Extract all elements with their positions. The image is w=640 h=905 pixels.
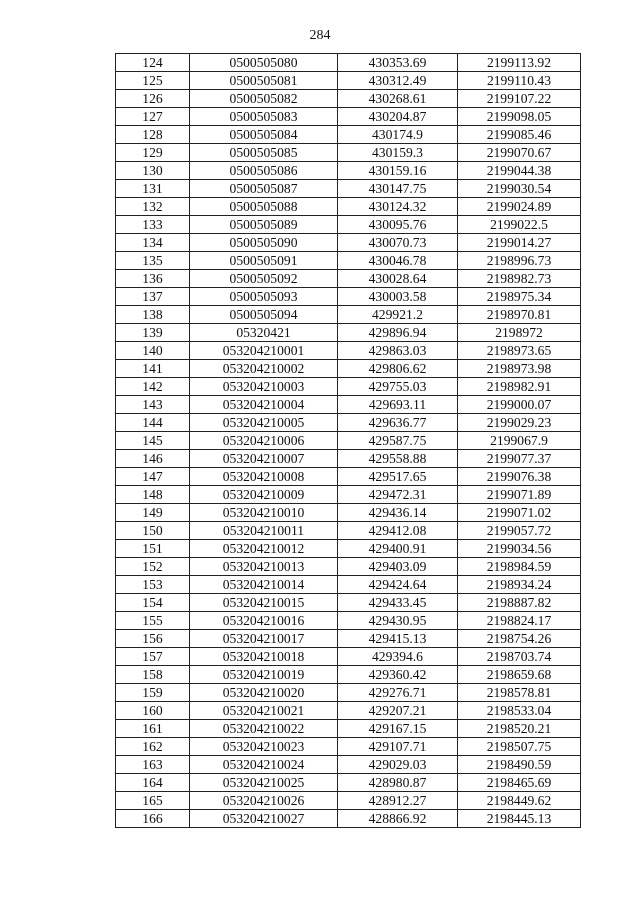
point-code-cell: 053204210006 (190, 432, 338, 450)
table-row (116, 792, 581, 810)
x-coordinate-cell: 429472.31 (338, 486, 458, 504)
row-index-cell: 151 (116, 540, 190, 558)
x-coordinate-cell: 430174.9 (338, 126, 458, 144)
table-row (116, 414, 581, 432)
table-row (116, 468, 581, 486)
point-code-cell: 0500505092 (190, 270, 338, 288)
y-coordinate-cell: 2198970.81 (458, 306, 581, 324)
point-code-cell: 053204210012 (190, 540, 338, 558)
row-index-cell: 146 (116, 450, 190, 468)
point-code-cell: 053204210021 (190, 702, 338, 720)
row-index-cell: 136 (116, 270, 190, 288)
table-row (116, 126, 581, 144)
table-row (116, 198, 581, 216)
table-body (116, 54, 581, 828)
y-coordinate-cell: 2198984.59 (458, 558, 581, 576)
x-coordinate-cell: 429558.88 (338, 450, 458, 468)
y-coordinate-cell: 2198703.74 (458, 648, 581, 666)
point-code-cell: 0500505081 (190, 72, 338, 90)
table-row (116, 162, 581, 180)
x-coordinate-cell: 429412.08 (338, 522, 458, 540)
y-coordinate-cell: 2199107.22 (458, 90, 581, 108)
point-code-cell: 0500505086 (190, 162, 338, 180)
x-coordinate-cell: 429755.03 (338, 378, 458, 396)
y-coordinate-cell: 2198934.24 (458, 576, 581, 594)
row-index-cell: 160 (116, 702, 190, 720)
point-code-cell: 053204210005 (190, 414, 338, 432)
y-coordinate-cell: 2199044.38 (458, 162, 581, 180)
table-row (116, 774, 581, 792)
point-code-cell: 053204210018 (190, 648, 338, 666)
x-coordinate-cell: 429403.09 (338, 558, 458, 576)
table-row (116, 72, 581, 90)
point-code-cell: 053204210025 (190, 774, 338, 792)
y-coordinate-cell: 2198887.82 (458, 594, 581, 612)
point-code-cell: 0500505084 (190, 126, 338, 144)
row-index-cell: 129 (116, 144, 190, 162)
y-coordinate-cell: 2199071.89 (458, 486, 581, 504)
y-coordinate-cell: 2198578.81 (458, 684, 581, 702)
table-row (116, 450, 581, 468)
point-code-cell: 0500505093 (190, 288, 338, 306)
row-index-cell: 155 (116, 612, 190, 630)
point-code-cell: 053204210026 (190, 792, 338, 810)
x-coordinate-cell: 430147.75 (338, 180, 458, 198)
y-coordinate-cell: 2198975.34 (458, 288, 581, 306)
point-code-cell: 053204210007 (190, 450, 338, 468)
row-index-cell: 142 (116, 378, 190, 396)
table-row (116, 396, 581, 414)
table-row (116, 306, 581, 324)
table-row (116, 720, 581, 738)
point-code-cell: 053204210017 (190, 630, 338, 648)
y-coordinate-cell: 2199110.43 (458, 72, 581, 90)
row-index-cell: 156 (116, 630, 190, 648)
point-code-cell: 0500505088 (190, 198, 338, 216)
y-coordinate-cell: 2198982.73 (458, 270, 581, 288)
table-row (116, 216, 581, 234)
x-coordinate-cell: 429107.71 (338, 738, 458, 756)
point-code-cell: 053204210013 (190, 558, 338, 576)
row-index-cell: 150 (116, 522, 190, 540)
x-coordinate-cell: 429433.45 (338, 594, 458, 612)
point-code-cell: 0500505085 (190, 144, 338, 162)
point-code-cell: 053204210019 (190, 666, 338, 684)
point-code-cell: 053204210022 (190, 720, 338, 738)
x-coordinate-cell: 430124.32 (338, 198, 458, 216)
y-coordinate-cell: 2199070.67 (458, 144, 581, 162)
y-coordinate-cell: 2198520.21 (458, 720, 581, 738)
row-index-cell: 138 (116, 306, 190, 324)
x-coordinate-cell: 429863.03 (338, 342, 458, 360)
y-coordinate-cell: 2199024.89 (458, 198, 581, 216)
x-coordinate-cell: 430028.64 (338, 270, 458, 288)
y-coordinate-cell: 2198982.91 (458, 378, 581, 396)
y-coordinate-cell: 2199098.05 (458, 108, 581, 126)
x-coordinate-cell: 429896.94 (338, 324, 458, 342)
row-index-cell: 162 (116, 738, 190, 756)
row-index-cell: 124 (116, 54, 190, 72)
point-code-cell: 053204210014 (190, 576, 338, 594)
point-code-cell: 053204210023 (190, 738, 338, 756)
x-coordinate-cell: 429436.14 (338, 504, 458, 522)
table-row (116, 360, 581, 378)
y-coordinate-cell: 2199000.07 (458, 396, 581, 414)
row-index-cell: 161 (116, 720, 190, 738)
x-coordinate-cell: 429400.91 (338, 540, 458, 558)
x-coordinate-cell: 430070.73 (338, 234, 458, 252)
x-coordinate-cell: 430268.61 (338, 90, 458, 108)
page-number: 284 (309, 28, 331, 43)
row-index-cell: 145 (116, 432, 190, 450)
table-row (116, 144, 581, 162)
table-row (116, 666, 581, 684)
table-row (116, 738, 581, 756)
table-row (116, 288, 581, 306)
point-code-cell: 053204210003 (190, 378, 338, 396)
y-coordinate-cell: 2198465.69 (458, 774, 581, 792)
y-coordinate-cell: 2198659.68 (458, 666, 581, 684)
point-code-cell: 053204210015 (190, 594, 338, 612)
x-coordinate-cell: 430312.49 (338, 72, 458, 90)
row-index-cell: 139 (116, 324, 190, 342)
point-code-cell: 053204210001 (190, 342, 338, 360)
table-row (116, 594, 581, 612)
row-index-cell: 125 (116, 72, 190, 90)
point-code-cell: 053204210009 (190, 486, 338, 504)
y-coordinate-cell: 2199022.5 (458, 216, 581, 234)
table-row (116, 342, 581, 360)
y-coordinate-cell: 2198449.62 (458, 792, 581, 810)
y-coordinate-cell: 2198973.98 (458, 360, 581, 378)
row-index-cell: 149 (116, 504, 190, 522)
table-row (116, 486, 581, 504)
row-index-cell: 131 (116, 180, 190, 198)
table-row (116, 540, 581, 558)
y-coordinate-cell: 2199085.46 (458, 126, 581, 144)
point-code-cell: 053204210016 (190, 612, 338, 630)
x-coordinate-cell: 430353.69 (338, 54, 458, 72)
y-coordinate-cell: 2198973.65 (458, 342, 581, 360)
point-code-cell: 0500505083 (190, 108, 338, 126)
point-code-cell: 0500505089 (190, 216, 338, 234)
x-coordinate-cell: 429587.75 (338, 432, 458, 450)
point-code-cell: 0500505087 (190, 180, 338, 198)
row-index-cell: 158 (116, 666, 190, 684)
table-row (116, 180, 581, 198)
table-row (116, 522, 581, 540)
y-coordinate-cell: 2198533.04 (458, 702, 581, 720)
table-row (116, 90, 581, 108)
y-coordinate-cell: 2198445.13 (458, 810, 581, 828)
x-coordinate-cell: 429415.13 (338, 630, 458, 648)
point-code-cell: 053204210027 (190, 810, 338, 828)
y-coordinate-cell: 2199113.92 (458, 54, 581, 72)
table-row (116, 54, 581, 72)
row-index-cell: 152 (116, 558, 190, 576)
x-coordinate-cell: 429636.77 (338, 414, 458, 432)
coordinates-table (115, 53, 581, 828)
x-coordinate-cell: 430095.76 (338, 216, 458, 234)
point-code-cell: 0500505082 (190, 90, 338, 108)
row-index-cell: 163 (116, 756, 190, 774)
row-index-cell: 134 (116, 234, 190, 252)
table-row (116, 432, 581, 450)
x-coordinate-cell: 429276.71 (338, 684, 458, 702)
row-index-cell: 130 (116, 162, 190, 180)
row-index-cell: 133 (116, 216, 190, 234)
y-coordinate-cell: 2198754.26 (458, 630, 581, 648)
y-coordinate-cell: 2198996.73 (458, 252, 581, 270)
table-row (116, 630, 581, 648)
x-coordinate-cell: 430046.78 (338, 252, 458, 270)
row-index-cell: 126 (116, 90, 190, 108)
x-coordinate-cell: 429360.42 (338, 666, 458, 684)
table-row (116, 558, 581, 576)
row-index-cell: 144 (116, 414, 190, 432)
row-index-cell: 137 (116, 288, 190, 306)
table-row (116, 810, 581, 828)
point-code-cell: 0500505080 (190, 54, 338, 72)
y-coordinate-cell: 2199077.37 (458, 450, 581, 468)
row-index-cell: 135 (116, 252, 190, 270)
y-coordinate-cell: 2198490.59 (458, 756, 581, 774)
y-coordinate-cell: 2199034.56 (458, 540, 581, 558)
point-code-cell: 0500505094 (190, 306, 338, 324)
table-row (116, 504, 581, 522)
point-code-cell: 0500505091 (190, 252, 338, 270)
x-coordinate-cell: 429517.65 (338, 468, 458, 486)
row-index-cell: 153 (116, 576, 190, 594)
table-row (116, 378, 581, 396)
row-index-cell: 128 (116, 126, 190, 144)
y-coordinate-cell: 2198824.17 (458, 612, 581, 630)
row-index-cell: 166 (116, 810, 190, 828)
point-code-cell: 053204210008 (190, 468, 338, 486)
row-index-cell: 164 (116, 774, 190, 792)
table-row (116, 108, 581, 126)
point-code-cell: 053204210011 (190, 522, 338, 540)
point-code-cell: 053204210002 (190, 360, 338, 378)
row-index-cell: 148 (116, 486, 190, 504)
y-coordinate-cell: 2198972 (458, 324, 581, 342)
point-code-cell: 053204210010 (190, 504, 338, 522)
table-row (116, 270, 581, 288)
x-coordinate-cell: 430159.16 (338, 162, 458, 180)
x-coordinate-cell: 429424.64 (338, 576, 458, 594)
table-row (116, 576, 581, 594)
x-coordinate-cell: 429207.21 (338, 702, 458, 720)
row-index-cell: 141 (116, 360, 190, 378)
row-index-cell: 140 (116, 342, 190, 360)
y-coordinate-cell: 2199057.72 (458, 522, 581, 540)
y-coordinate-cell: 2199067.9 (458, 432, 581, 450)
table-row (116, 684, 581, 702)
table-row (116, 612, 581, 630)
x-coordinate-cell: 428980.87 (338, 774, 458, 792)
point-code-cell: 05320421 (190, 324, 338, 342)
x-coordinate-cell: 429921.2 (338, 306, 458, 324)
table-row (116, 648, 581, 666)
table-row (116, 324, 581, 342)
x-coordinate-cell: 430003.58 (338, 288, 458, 306)
table-row (116, 756, 581, 774)
x-coordinate-cell: 429430.95 (338, 612, 458, 630)
table-row (116, 234, 581, 252)
point-code-cell: 053204210020 (190, 684, 338, 702)
x-coordinate-cell: 429167.15 (338, 720, 458, 738)
row-index-cell: 127 (116, 108, 190, 126)
row-index-cell: 165 (116, 792, 190, 810)
table-row (116, 252, 581, 270)
x-coordinate-cell: 429693.11 (338, 396, 458, 414)
y-coordinate-cell: 2199076.38 (458, 468, 581, 486)
x-coordinate-cell: 430204.87 (338, 108, 458, 126)
x-coordinate-cell: 428912.27 (338, 792, 458, 810)
row-index-cell: 143 (116, 396, 190, 414)
x-coordinate-cell: 429029.03 (338, 756, 458, 774)
point-code-cell: 0500505090 (190, 234, 338, 252)
row-index-cell: 154 (116, 594, 190, 612)
point-code-cell: 053204210004 (190, 396, 338, 414)
y-coordinate-cell: 2199029.23 (458, 414, 581, 432)
table-row (116, 702, 581, 720)
x-coordinate-cell: 429806.62 (338, 360, 458, 378)
x-coordinate-cell: 429394.6 (338, 648, 458, 666)
row-index-cell: 157 (116, 648, 190, 666)
row-index-cell: 159 (116, 684, 190, 702)
y-coordinate-cell: 2199030.54 (458, 180, 581, 198)
y-coordinate-cell: 2199071.02 (458, 504, 581, 522)
x-coordinate-cell: 428866.92 (338, 810, 458, 828)
x-coordinate-cell: 430159.3 (338, 144, 458, 162)
row-index-cell: 147 (116, 468, 190, 486)
y-coordinate-cell: 2199014.27 (458, 234, 581, 252)
y-coordinate-cell: 2198507.75 (458, 738, 581, 756)
point-code-cell: 053204210024 (190, 756, 338, 774)
row-index-cell: 132 (116, 198, 190, 216)
